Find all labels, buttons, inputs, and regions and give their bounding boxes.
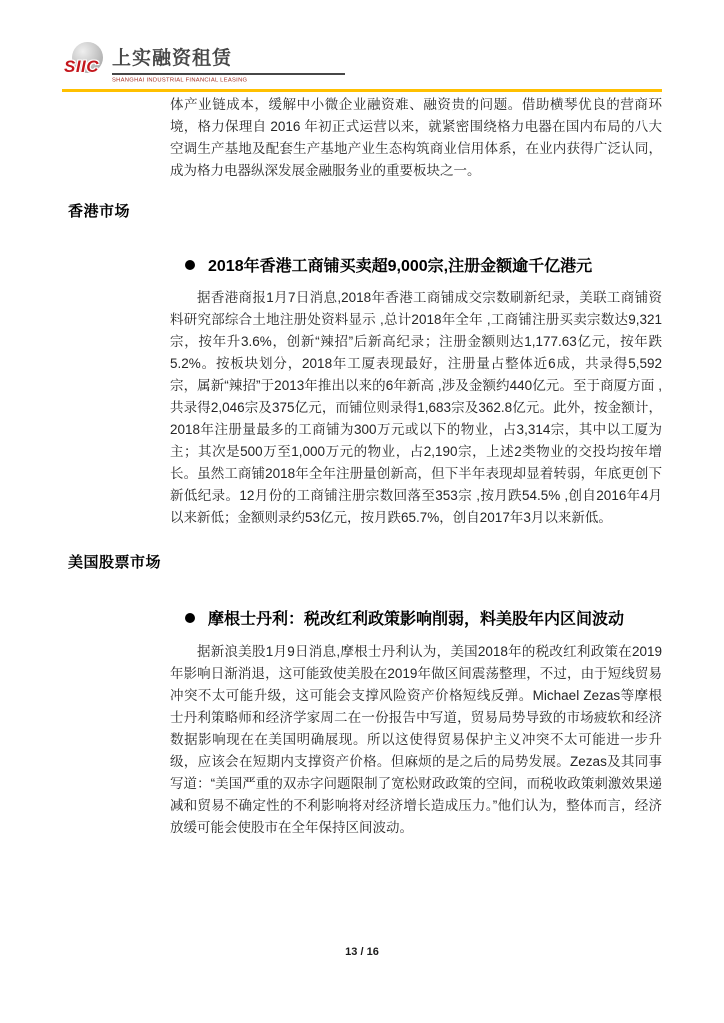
bullet-headline-hongkong — [185, 253, 685, 276]
bullet-headline-usstocks — [185, 606, 685, 629]
logo-wordmark — [112, 43, 345, 88]
section-heading-usstocks: 美国股票市场 — [68, 554, 162, 571]
section-body-hongkong: 据香港商报1月7日消息,2018年香港工商铺成交宗数刷新纪录，美联工商铺资料研究部综合土地注册处资料显示 ,总计2018年全年 ,工商铺注册买卖宗数达9,321宗，按年升3.6%，创新“辣招”后新高纪录；注册金额则达1,177.63亿元，按年跌5.2%。按板块划分，2018年工厦表现最好，注册量占整体近6成，共录得5,592宗，属新“辣招”于2013年推出以来的6年新高 ,涉及金额约440亿元。至于商厦方面 ,共录得2,046宗及375亿元，而铺位则录得1,683宗及362.8亿元。此外，按金额计，2018年注册量最多的工商铺为300万元或以下的物业，占3,314宗，其中以工厦为主；其次是500万至1,000万元的物业，占2,190宗，上述2类物业的交投均按年增长。虽然工商铺2018年全年注册量创新高，但下半年表现却显着转弱，年底更创下新低纪录。12月份的工商铺注册宗数回落至353宗 ,按月跌54.5% ,创自2016年4月以来新低；金额则录约53亿元，按月跌65.7%，创自2017年3月以来新低。 — [170, 290, 662, 525]
page-footer — [0, 946, 724, 958]
intro-paragraph: 体产业链成本，缓解中小微企业融资难、融资贵的问题。借助横琴优良的营商环境，格力保理自 2016 年初正式运营以来，就紧密围绕格力电器在国内布局的八大空调生产基地及配套生产基地产业生态构筑商业信用体系，在业内获得广泛认同，成为格力电器纵深发展金融服务业的重要板块之一。 — [170, 97, 662, 178]
company-logo — [64, 38, 264, 84]
logo-name-en: SHANGHAI INDUSTRIAL FINANCIAL LEASING — [112, 77, 248, 84]
bullet-title: 摩根士丹利：税改红利政策影响削弱，料美股年内区间波动 — [208, 611, 625, 628]
bullet-title: 2018年香港工商铺买卖超9,000宗,注册金额逾千亿港元 — [208, 258, 593, 275]
bullet-icon — [185, 260, 195, 270]
page-number: 13 / 16 — [345, 946, 379, 958]
bullet-icon — [185, 613, 195, 623]
logo-siic-text: SIIC — [64, 57, 100, 76]
section-heading-hongkong: 香港市场 — [68, 203, 131, 220]
logo-name-cn: 上实融资租赁 — [112, 43, 345, 75]
header-divider — [62, 89, 662, 92]
section-body-usstocks: 据新浪美股1月9日消息,摩根士丹利认为，美国2018年的税改红利政策在2019年影响日渐消退，这可能致使美股在2019年做区间震荡整理，不过，由于短线贸易冲突不太可能升级，这可能会支撑风险资产价格短线反弹。Michael Zezas等摩根士丹利策略师和经济学家周二在一份报告中写道，贸易局势导致的市场疲软和经济数据影响现在在美国明确展现。所以这使得贸易保护主义冲突不太可能进一步升级，应该会在短期内支撑资产价格。但麻烦的是之后的局势发展。Zezas及其同事写道：“美国严重的双赤字问题限制了宽松财政政策的空间，而税收政策刺激效果递减和贸易不确定性的不利影响将对经济增长造成压力。”他们认为，整体而言，经济放缓可能会使股市在全年保持区间波动。 — [170, 644, 662, 835]
